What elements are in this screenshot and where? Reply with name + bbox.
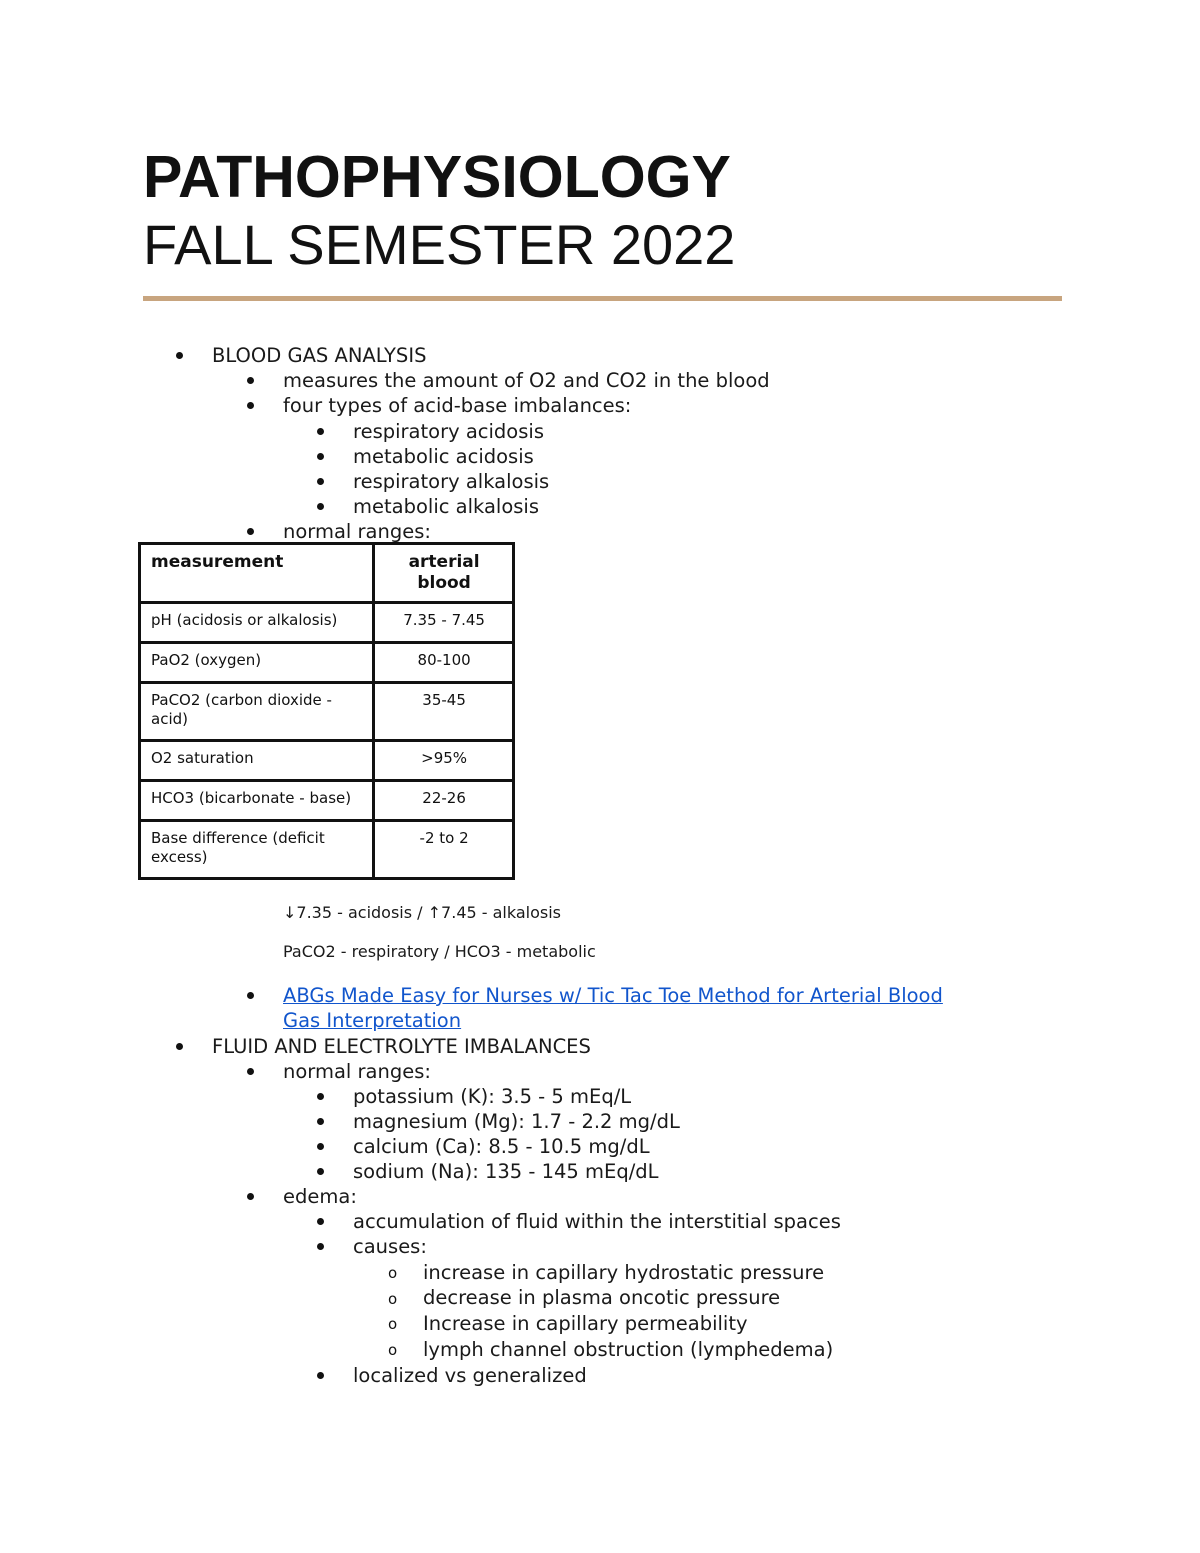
document-title: PATHOPHYSIOLOGY xyxy=(143,144,731,210)
list-item: respiratory acidosis xyxy=(353,420,544,443)
section-heading-blood-gas: BLOOD GAS ANALYSIS xyxy=(212,344,427,367)
list-item: metabolic alkalosis xyxy=(353,495,540,518)
list-item: lymph channel obstruction (lymphedema) xyxy=(423,1338,834,1361)
bullet-icon xyxy=(247,402,254,409)
bullet-icon xyxy=(317,503,324,510)
bullet-icon xyxy=(317,1118,324,1125)
bullet-icon xyxy=(317,1243,324,1250)
hollow-bullet-icon: o xyxy=(388,1341,398,1359)
bullet-icon xyxy=(247,1068,254,1075)
list-item: four types of acid-base imbalances: xyxy=(283,394,632,417)
list-item: normal ranges: xyxy=(283,520,431,543)
hollow-bullet-icon: o xyxy=(388,1315,398,1333)
bullet-icon xyxy=(176,1043,183,1050)
list-item: decrease in plasma oncotic pressure xyxy=(423,1286,781,1309)
document-subtitle: FALL SEMESTER 2022 xyxy=(143,213,736,276)
table-cell: PaO2 (oxygen) xyxy=(140,643,374,683)
table-row xyxy=(140,603,514,643)
table-row xyxy=(140,821,514,879)
bullet-icon xyxy=(317,453,324,460)
normal-ranges-table xyxy=(138,542,515,880)
list-item: localized vs generalized xyxy=(353,1364,587,1387)
table-cell: pH (acidosis or alkalosis) xyxy=(140,603,374,643)
table-row xyxy=(140,781,514,821)
bullet-icon xyxy=(317,1143,324,1150)
table-header-row xyxy=(140,544,514,603)
bullet-icon xyxy=(317,428,324,435)
table-row xyxy=(140,643,514,683)
table-cell: >95% xyxy=(374,741,514,781)
section-heading-fluid: FLUID AND ELECTROLYTE IMBALANCES xyxy=(212,1035,591,1058)
link-text-line2[interactable]: Gas Interpretation xyxy=(283,1009,462,1032)
table-cell: O2 saturation xyxy=(140,741,374,781)
table-row xyxy=(140,683,514,741)
bullet-icon xyxy=(247,377,254,384)
note-ph-thresholds: ↓7.35 - acidosis / ↑7.45 - alkalosis xyxy=(283,903,562,922)
list-item: accumulation of fluid within the interstitial spaces xyxy=(353,1210,841,1233)
table-cell: 80-100 xyxy=(374,643,514,683)
list-item: measures the amount of O2 and CO2 in the blood xyxy=(283,369,770,392)
bullet-icon xyxy=(317,478,324,485)
hollow-bullet-icon: o xyxy=(388,1264,398,1282)
bullet-icon xyxy=(247,992,254,999)
title-divider xyxy=(143,296,1062,301)
bullet-icon xyxy=(317,1093,324,1100)
link-text-line1[interactable]: ABGs Made Easy for Nurses w/ Tic Tac Toe Method for Arterial Blood xyxy=(283,984,943,1007)
table-cell: 35-45 xyxy=(374,683,514,741)
list-item: potassium (K): 3.5 - 5 mEq/L xyxy=(353,1085,632,1108)
bullet-icon xyxy=(317,1372,324,1379)
table-cell: 7.35 - 7.45 xyxy=(374,603,514,643)
list-item: calcium (Ca): 8.5 - 10.5 mg/dL xyxy=(353,1135,650,1158)
bullet-icon xyxy=(176,352,183,359)
hollow-bullet-icon: o xyxy=(388,1290,398,1308)
table-cell: HCO3 (bicarbonate - base) xyxy=(140,781,374,821)
table-cell: -2 to 2 xyxy=(374,821,514,879)
column-header: arterial blood xyxy=(374,544,514,603)
bullet-icon xyxy=(247,1193,254,1200)
table-cell: Base difference (deficit excess) xyxy=(140,821,374,879)
table-row xyxy=(140,741,514,781)
list-item: metabolic acidosis xyxy=(353,445,534,468)
list-item: magnesium (Mg): 1.7 - 2.2 mg/dL xyxy=(353,1110,680,1133)
table-cell: 22-26 xyxy=(374,781,514,821)
abg-video-link-cont[interactable] xyxy=(283,1008,461,1033)
list-item: increase in capillary hydrostatic pressure xyxy=(423,1261,825,1284)
table-cell: PaCO2 (carbon dioxide - acid) xyxy=(140,683,374,741)
list-item: normal ranges: xyxy=(283,1060,431,1083)
list-item: respiratory alkalosis xyxy=(353,470,550,493)
abg-video-link[interactable] xyxy=(283,983,943,1008)
bullet-icon xyxy=(317,1168,324,1175)
bullet-icon xyxy=(317,1218,324,1225)
column-header: measurement xyxy=(140,544,374,603)
list-item: sodium (Na): 135 - 145 mEq/dL xyxy=(353,1160,659,1183)
bullet-icon xyxy=(247,528,254,535)
list-item: Increase in capillary permeability xyxy=(423,1312,748,1335)
list-item: edema: xyxy=(283,1185,357,1208)
note-respiratory-metabolic: PaCO2 - respiratory / HCO3 - metabolic xyxy=(283,942,596,961)
list-item: causes: xyxy=(353,1235,427,1258)
